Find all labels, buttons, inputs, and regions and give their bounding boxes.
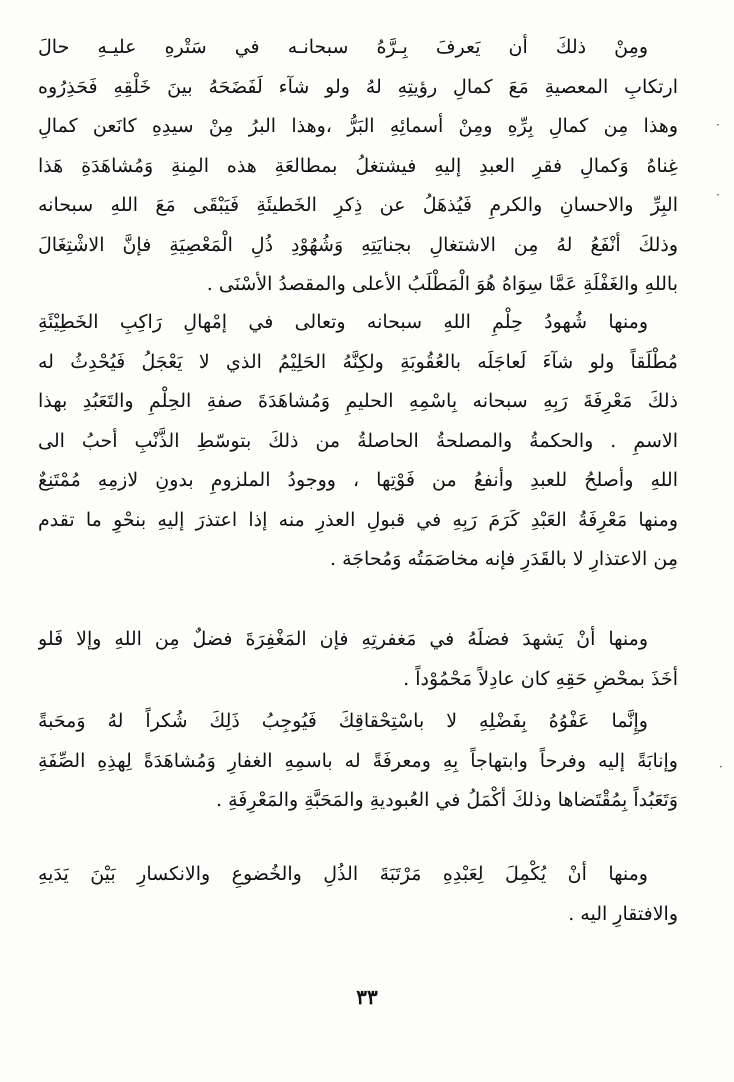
- page-number: ٣٣: [356, 985, 378, 1009]
- text-line: ومنها أنْ يُكْمِلَ لِعَبْدِهِ مَرْتَبَةَ الذُلِ والخُضوعِ والانكسارِ بَيْنَ يَدَيهِ: [38, 863, 648, 885]
- text-line: مُطْلَقاً ولو شآءَ لَعاجَلَه بالعُقُوبَةِ ولكِنَّهُ الحَلِيْمُ الذي لا يَعْجَلُ فَيُحْدِثُ له: [38, 350, 678, 373]
- text-line: أخَذَ بمحْضِ حَقِهِ كان عادِلاً مَحْمُوْداً .: [403, 667, 678, 690]
- text-line: وهذا مِن كمالِ بِرِّهِ ومِنْ أسمائِهِ البَرُّ ،وهذا البرُ مِنْ سيدِهِ كانَعن كمالِ: [38, 115, 678, 137]
- text-line: وإِنَّما عَفْوُهُ بِفَضْلِهِ لا باسْتِحْقاقِكَ فَيُوجِبُ ذَلِكَ شُكراً لهُ وَمحَبةً: [38, 710, 648, 732]
- text-line: البِرِّ والاحسانِ والكرمِ فَيُذهَلُ عن ذِكرِ الخَطيئَةِ فَيَبْقَى مَعَ اللهِ سبحانه: [38, 194, 678, 216]
- text-line: والافتقارِ اليه .: [568, 902, 678, 925]
- paragraph-5: [38, 855, 678, 934]
- text-line: مِن الاعتذارِ لا بالقَدَرِ فإنه مخاصَمَتُه وَمُحاجَة .: [330, 548, 678, 570]
- paragraph-3: [38, 620, 678, 699]
- paragraph-1: [38, 28, 678, 305]
- text-line: ومنها شُهودُ حِلْمِ اللهِ سبحانه وتعالى في إمْهالِ رَاكِبِ الخَطِيْئَةِ: [38, 311, 648, 333]
- text-line: ومنها أنْ يَشهدَ فضلَهُ في مَغفرتِهِ فإن المَغْفِرَةَ فضلٌ مِن اللهِ وإلا فَلو: [38, 628, 648, 650]
- text-line: ارتكابِ المعصيةِ مَعَ كمالِ رؤيتِهِ لهُ ولو شآء لَفَضَحَهُ بينَ خَلْقِهِ فَحَذِرُوه: [38, 75, 678, 98]
- paragraph-4: [38, 702, 678, 821]
- text-line: وذلكَ أنْفَعُ لهُ مِن الاشتغالِ بجنايَتِهِ وَشُهُوْدِ ذُلِ الْمَعْصِيَةِ فإنَّ الاشْتِغَالَ: [38, 233, 678, 256]
- text-line: ومِنْ ذلكَ أن يَعرفَ بِـرَّهُ سبحانـه في سَتْرهِ عليـهِ حالَ: [38, 36, 648, 58]
- text-line: الاسمِ . والحكمةُ والمصلحةُ الحاصلةُ من ذلكَ بتوسّطِ الذَّنْبِ أحبُ الى: [38, 429, 678, 452]
- margin-mark: ·: [716, 118, 720, 132]
- text-line: وَتَعَبُداً بِمُقْتَضاها وذلكَ أكْمَلُ في العُبوديةِ والمَحَبَّةِ والمَعْرِفَةِ .: [216, 789, 678, 811]
- text-line: غِناهُ وَكمالِ فقرِ العبدِ إليهِ فيشتغلُ بمطالعَةِ هذه المِنةِ وَمُشاهَدَةِ هَذا: [38, 154, 678, 177]
- text-line: ذلكَ مَعْرِفَةَ رَبِهِ سبحانه بِاسْمِهِ الحليمِ وَمُشاهَدَةَ صفةِ الحِلْمِ والتَعَبُدِ بهذا: [38, 390, 678, 412]
- paragraph-2: [38, 303, 678, 580]
- text-line: وإنابَةً إليه وفرحاً وابتهاجاً بِهِ ومعرفَةً له باسمِهِ الغفارِ وَمُشاهَدَةً لِهذِهِ الصِّفَةِ: [38, 749, 678, 772]
- margin-mark: ·: [716, 188, 720, 202]
- text-line: ومنها مَعْرِفَةُ العَبْدِ كَرَمَ رَبِهِ في قبولِ العذرِ منه إذا اعتذرَ إليهِ بنحْوِ ما تقدم: [38, 508, 678, 531]
- text-line: اللهِ وأصلحُ للعبدِ وأنفعُ من فَوْتِها ، ووجودُ الملزومِ بدونِ لازمِهِ مُمْتَنِعٌ: [38, 469, 678, 491]
- text-line: باللهِ والغَفْلَةِ عَمَّا سِوَاهُ هُوَ الْمَطْلَبُ الأعلى والمقصدُ الأسْنَى .: [206, 273, 678, 295]
- margin-mark: ·: [719, 760, 723, 774]
